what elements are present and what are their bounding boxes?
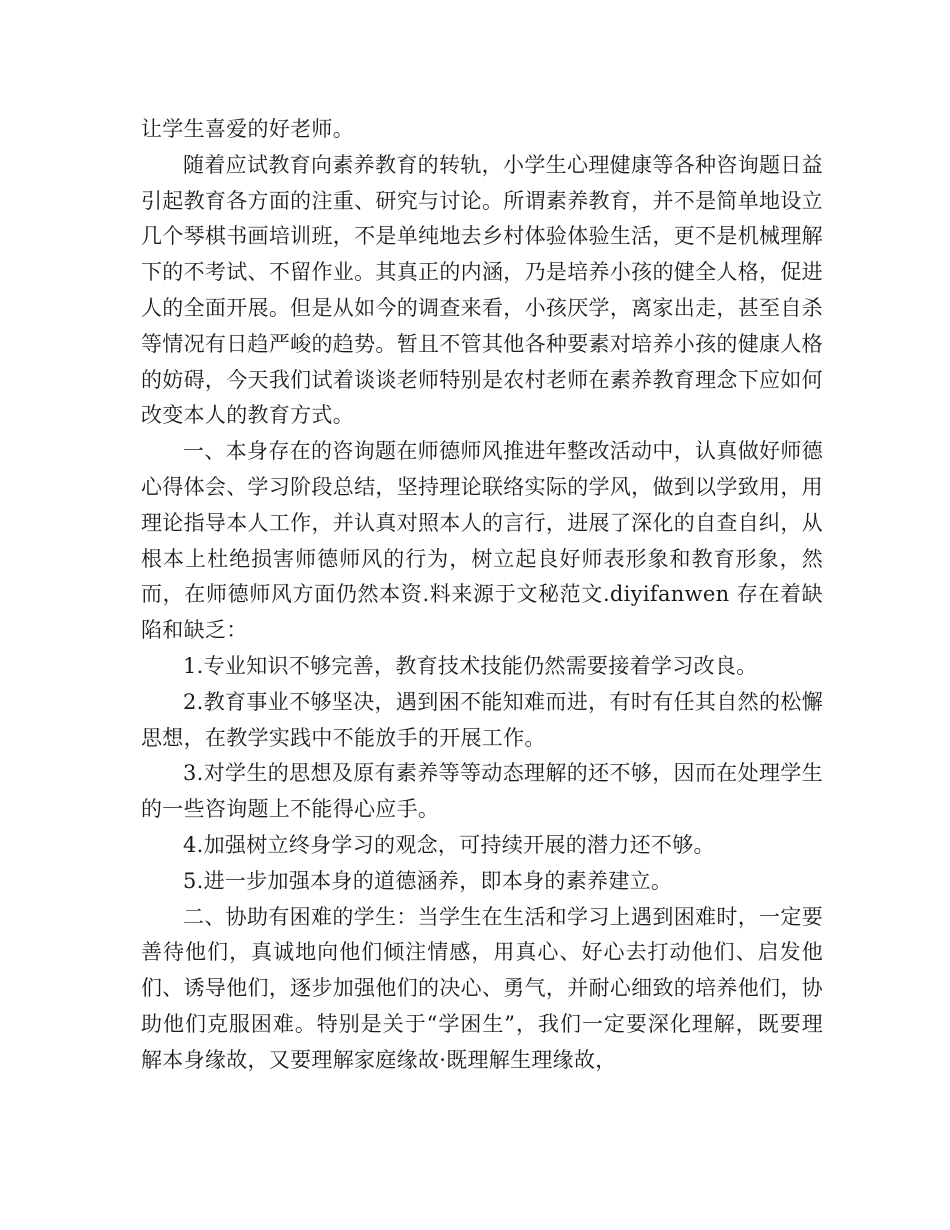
list-item-3: 3.对学生的思想及原有素养等等动态理解的还不够，因而在处理学生的一些咨询题上不能得心应手。 <box>141 761 823 822</box>
list-item-4: 4.加强树立终身学习的观念，可持续开展的潜力还不够。 <box>183 832 715 857</box>
body-text <box>141 112 823 1079</box>
list-item-1: 1.专业知识不够完善，教育技术技能仍然需要接着学习改良。 <box>183 653 758 678</box>
list-item-2: 2.教育事业不够坚决，遇到困不能知难而进，有时有任其自然的松懈思想，在教学实践中不能放手的开展工作。 <box>141 689 823 750</box>
paragraph-section-one: 一、本身存在的咨询题在师德师风推进年整改活动中，认真做好师德心得体会、学习阶段总结，坚持理论联络实际的学风，做到以学致用，用理论指导本人工作，并认真对照本人的言行，进展了深化的自查自纠，从根本上杜绝损害师德师风的行为，树立起良好师表形象和教育形象，然而，在师德师风方面仍然本资.料来源于文秘范文.diyifanwen 存在着缺陷和缺乏： <box>141 439 823 643</box>
paragraph-section-two: 二、协助有困难的学生：当学生在生活和学习上遇到困难时，一定要善待他们，真诚地向他们倾注情感，用真心、好心去打动他们、启发他们、诱导他们，逐步加强他们的决心、勇气，并耐心细致的培养他们，协助他们克服困难。特别是关于“学困生”，我们一定要深化理解，既要理解本身缘故，又要理解家庭缘故·既理解生理缘故， <box>141 904 823 1072</box>
list-item-5: 5.进一步加强本身的道德涵养，即本身的素养建立。 <box>183 868 673 893</box>
paragraph-continuation: 让学生喜爱的好老师。 <box>141 117 354 141</box>
paragraph-quality-education: 随着应试教育向素养教育的转轨，小学生心理健康等各种咨询题日益引起教育各方面的注重、研究与讨论。所谓素养教育，并不是简单地设立几个琴棋书画培训班，不是单纯地去乡村体验体验生活，更不是机械理解下的不考试、不留作业。其真正的内涵，乃是培养小孩的健全人格，促进人的全面开展。但是从如今的调查来看，小孩厌学，离家出走，甚至自杀等情况有日趋严峻的趋势。暂且不管其他各种要素对培养小孩的健康人格的妨碍，今天我们试着谈谈老师特别是农村老师在素养教育理念下应如何改变本人的教育方式。 <box>141 152 823 428</box>
